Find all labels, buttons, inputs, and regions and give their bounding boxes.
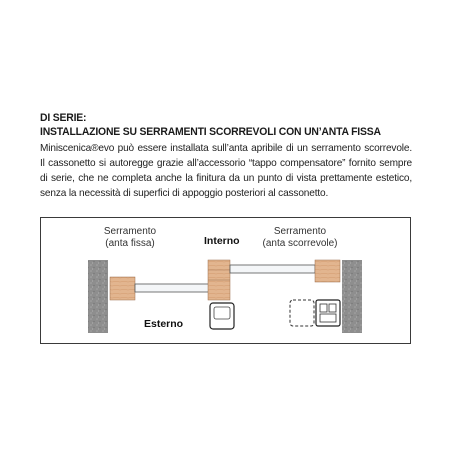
sliding-sash-glass [230, 265, 315, 273]
heading-line-1: DI SERIE: [40, 112, 87, 124]
label-sliding-sash-line1: Serramento [273, 226, 327, 237]
wall-right [342, 260, 362, 333]
label-interno: Interno [204, 235, 240, 247]
label-esterno: Esterno [144, 318, 184, 330]
label-fixed-sash-line1: Serramento [103, 226, 157, 237]
compensator-cap [316, 300, 340, 326]
description-paragraph: Miniscenica®evo può essere installata sull’anta apribile di un serramento scorrevole. Il cassonetto si autoregge grazie all’accessorio “tappo compensatore” fornito sempre di serie, che ne completa anche la finitura da un punto di vista prettamente estetico, senza la necessità di superfici di appoggio posteriori al cassonetto. [40, 143, 412, 199]
fixed-sash-glass [135, 284, 210, 292]
heading-line-2: INSTALLAZIONE SU SERRAMENTI SCORREVOLI CON UN’ANTA FISSA [40, 126, 381, 138]
label-sliding-sash-line2: (anta scorrevole) [262, 238, 338, 249]
wall-left [88, 260, 108, 333]
fixed-sash-wood-frame [110, 277, 135, 300]
cassette-dashed-position [290, 300, 314, 326]
sliding-sash-wood-frame [315, 260, 340, 282]
label-fixed-sash-line2: (anta fissa) [105, 238, 155, 249]
